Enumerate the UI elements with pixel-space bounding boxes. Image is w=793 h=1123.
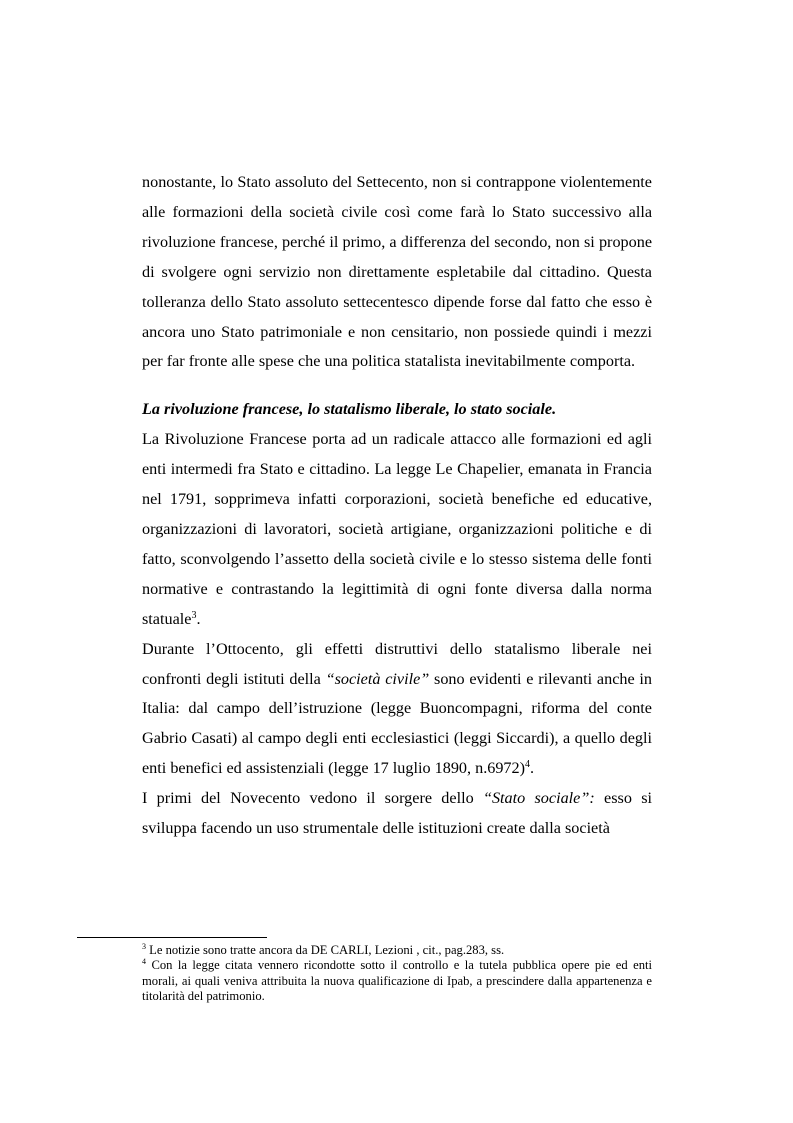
paragraph-ottocento [142, 635, 652, 785]
footnotes [142, 943, 652, 1005]
paragraph-novecento [142, 784, 652, 844]
footnote-number: 3 [142, 942, 146, 951]
quoted-term: “Stato sociale”: [482, 789, 595, 808]
footnote-text: Con la legge citata vennero ricondotte sotto il controllo e la tutela pubblica opere pie ed enti morali, ai quali veniva attribuita la nuova qualificazione di Ipab, a prescindere dalla appartenenza e titolarità del patrimonio. [142, 958, 652, 1004]
paragraph-rivoluzione-francese [142, 425, 652, 634]
section-heading: La rivoluzione francese, lo statalismo liberale, lo stato sociale. [142, 400, 557, 419]
paragraph-text: La Rivoluzione Francese porta ad un radicale attacco alle formazioni ed agli enti intermedi fra Stato e cittadino. La legge Le Chapelier, emanata in Francia nel 1791, sopprimeva infatti corporazioni, società benefiche ed educative, organizzazioni di lavoratori, società artigiane, organizzazioni politiche e di fatto, sconvolgendo l’assetto della società civile e lo stesso sistema delle fonti normative e contrastando la legittimità di ogni fonte diversa dalla norma statuale [142, 430, 652, 628]
footnote-text: Le notizie sono tratte ancora da DE CARLI, Lezioni , cit., pag.283, ss. [146, 943, 505, 957]
footnote-ref-3[interactable]: 3 [191, 609, 197, 621]
paragraph-end: . [530, 759, 535, 778]
page-body [142, 168, 652, 844]
paragraph-text: Durante l’Ottocento, gli effetti distruttivi dello statalismo liberale nei confronti degli istituti della [142, 639, 652, 688]
paragraph-text: sono evidenti e rilevanti anche in Italia: dal campo dell’istruzione (legge Buoncompagni, riforma del conte Gabrio Casati) al campo degli enti ecclesiastici (leggi Siccardi), a quello degli enti benefici ed assistenziali (legge 17 luglio 1890, n.6972) [142, 669, 653, 778]
paragraph-text: I primi del Novecento vedono il sorgere dello [142, 789, 483, 808]
quoted-term: “società civile” [325, 669, 430, 688]
paragraph-stato-assoluto: nonostante, lo Stato assoluto del Settecento, non si contrappone violentemente alle formazioni della società civile così come farà lo Stato successivo alla rivoluzione francese, perché il primo, a differenza del secondo, non si propone di svolgere ogni servizio non direttamente espletabile dal cittadino. Questa tolleranza dello Stato assoluto settecentesco dipende forse dal fatto che esso è ancora uno Stato patrimoniale e non censitario, non possiede quindi i mezzi per far fronte alle spese che una politica statalista inevitabilmente comporta. [142, 173, 652, 371]
footnote-separator [77, 937, 267, 938]
footnote-4 [142, 958, 652, 1004]
footnote-3 [142, 943, 652, 958]
paragraph-text: esso si sviluppa facendo un uso strumentale delle istituzioni create dalla società [142, 789, 652, 838]
paragraph-end: . [196, 609, 201, 628]
footnote-ref-4[interactable]: 4 [525, 759, 531, 771]
footnote-number: 4 [142, 957, 146, 967]
